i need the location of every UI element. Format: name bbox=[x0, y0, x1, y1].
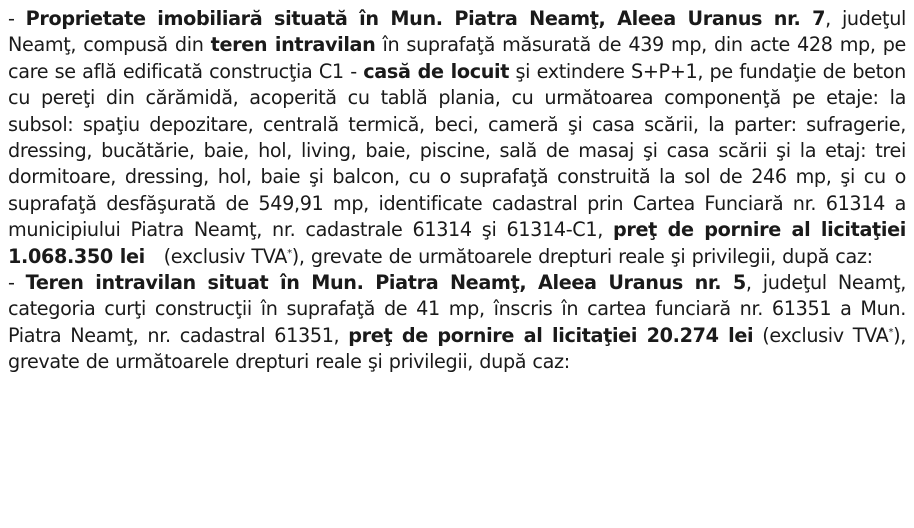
paragraph-dash: - bbox=[8, 271, 26, 295]
starting-price-house: preţ de pornire al licitaţiei 1.068.350 lei bbox=[8, 218, 906, 268]
vat-note: (exclusiv TVA bbox=[753, 323, 889, 347]
paragraph-text: ), grevate de următoarele drepturi reale şi privilegii, după caz: bbox=[291, 244, 873, 268]
vat-note: (exclusiv TVA bbox=[144, 244, 288, 268]
paragraph-dash: - bbox=[8, 7, 26, 30]
paragraph-text: ), grevate de următoarele drepturi reale şi privilegii, după caz: bbox=[8, 323, 906, 374]
document-body bbox=[8, 6, 906, 376]
property-title-land: Teren intravilan situat în Mun. Piatra Neamţ, Aleea Uranus nr. 5 bbox=[25, 271, 746, 295]
land-type-label: teren intravilan bbox=[210, 33, 376, 57]
building-type-label: casă de locuit bbox=[363, 59, 510, 83]
property-paragraph-land bbox=[8, 270, 906, 376]
property-title-house: Proprietate imobiliară situată în Mun. Piatra Neamţ, Aleea Uranus nr. 7 bbox=[25, 7, 826, 30]
vat-asterisk: * bbox=[888, 326, 894, 338]
property-paragraph-house bbox=[8, 6, 906, 270]
paragraph-text: şi extindere S+P+1, pe fundaţie de beton cu pereţi din cărămidă, acoperită cu tablă plania, cu următoarea componenţă pe etaje: la subsol: spaţiu depozitare, centrală termică, beci, cameră şi casa scării, la parter: sufragerie, dressing, bucătărie, baie, hol, living, baie, piscine, sală de masaj şi casa scării şi la etaj: trei dormitoare, dressing, hol, baie şi balcon, cu o suprafaţă construită la sol de 246 mp, şi cu o suprafaţă desfăşurată de 549,91 mp, identificate cadastral prin Cartea Funciară nr. 61314 a municipiului Piatra Neamţ, nr. cadastrale 61314 şi 61314-C1, bbox=[8, 59, 906, 242]
vat-asterisk: * bbox=[287, 247, 292, 259]
starting-price-land: preţ de pornire al licitaţiei 20.274 lei bbox=[348, 323, 754, 347]
paragraph-text: , judeţul Neamţ, compusă din bbox=[8, 7, 906, 57]
paragraph-text: , judeţul Neamţ, categoria curţi construcţii în suprafaţă de 41 mp, înscris în cartea funciară nr. 61351 a Mun. Piatra Neamţ, nr. cadastral 61351, bbox=[8, 271, 906, 347]
paragraph-text: în suprafaţă măsurată de 439 mp, din acte 428 mp, pe care se află edificată construcţia C1 - bbox=[8, 33, 906, 83]
